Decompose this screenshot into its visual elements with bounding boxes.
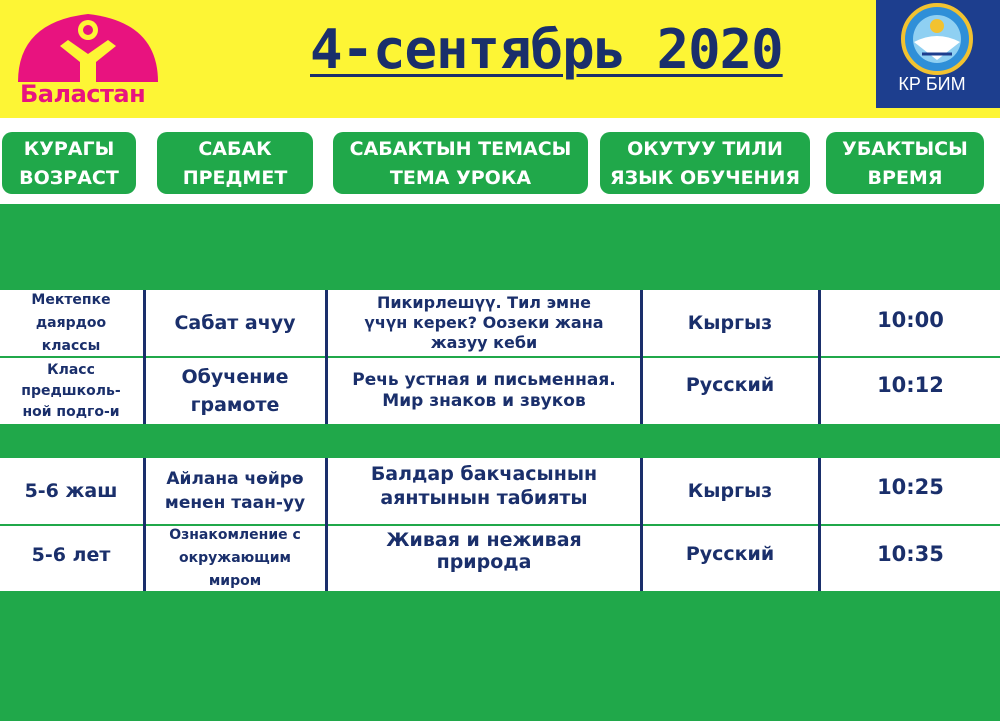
language-cell: Кыргыз <box>687 312 773 334</box>
subject-cell: Ознакомление с окружающим миром <box>169 527 301 589</box>
topic-cell: Живая и неживая природа <box>386 529 582 573</box>
age-cell: 5-6 лет <box>31 544 111 566</box>
column-header-line: ОКУТУУ ТИЛИ <box>627 138 783 160</box>
column-header-subject <box>157 132 313 194</box>
language-cell: Русский <box>685 374 775 396</box>
column-header-line: САБАК <box>198 138 272 160</box>
column-header-topic <box>333 132 588 194</box>
schedule-group <box>0 290 1000 424</box>
column-header-age <box>2 132 136 194</box>
schedule-group <box>0 458 1000 591</box>
age-cell: Мектепке даярдоо классы <box>31 291 111 354</box>
topic-cell: Балдар бакчасынын аянтынын табияты <box>370 463 598 509</box>
column-header-language <box>600 132 810 194</box>
topic-cell: Пикирлешүү. Тил эмне үчүн керек? Оозеки жана жазуу кеби <box>364 293 604 352</box>
logo-wordmark: Баластан <box>20 80 146 108</box>
time-cell: 10:35 <box>877 542 944 566</box>
subject-cell: Сабат ачуу <box>174 311 296 334</box>
language-cell: Русский <box>685 543 775 565</box>
column-header-time <box>826 132 984 194</box>
time-cell: 10:12 <box>877 373 944 397</box>
page-title: 4-сентябрь 2020 <box>310 18 783 81</box>
badge-label: КР БИМ <box>898 74 966 94</box>
subject-cell: Айлана чөйрө менен таан-уу <box>164 469 306 513</box>
column-header-line: ПРЕДМЕТ <box>182 167 288 189</box>
column-header-line: ВОЗРАСТ <box>19 167 119 189</box>
kr-bim-badge <box>876 0 1000 108</box>
column-header-line: ЯЗЫК ОБУЧЕНИЯ <box>609 167 800 189</box>
column-header-line: ТЕМА УРОКА <box>389 167 532 189</box>
column-header-line: САБАКТЫН ТЕМАСЫ <box>349 138 572 160</box>
column-header-line: КУРАГЫ <box>23 138 115 160</box>
time-cell: 10:25 <box>877 475 944 499</box>
age-cell: 5-6 жаш <box>24 480 118 502</box>
time-cell: 10:00 <box>877 308 944 332</box>
subject-cell: Обучение грамоте <box>181 366 289 416</box>
header-bar <box>0 0 1000 118</box>
language-cell: Кыргыз <box>687 480 773 502</box>
column-header-line: ВРЕМЯ <box>867 167 943 189</box>
topic-cell: Речь устная и письменная. Мир знаков и звуков <box>352 370 616 411</box>
state-emblem-icon <box>900 2 974 76</box>
age-cell: Класс предшколь-ной подго-и <box>21 361 121 420</box>
column-header-line: УБАКТЫСЫ <box>842 138 968 160</box>
